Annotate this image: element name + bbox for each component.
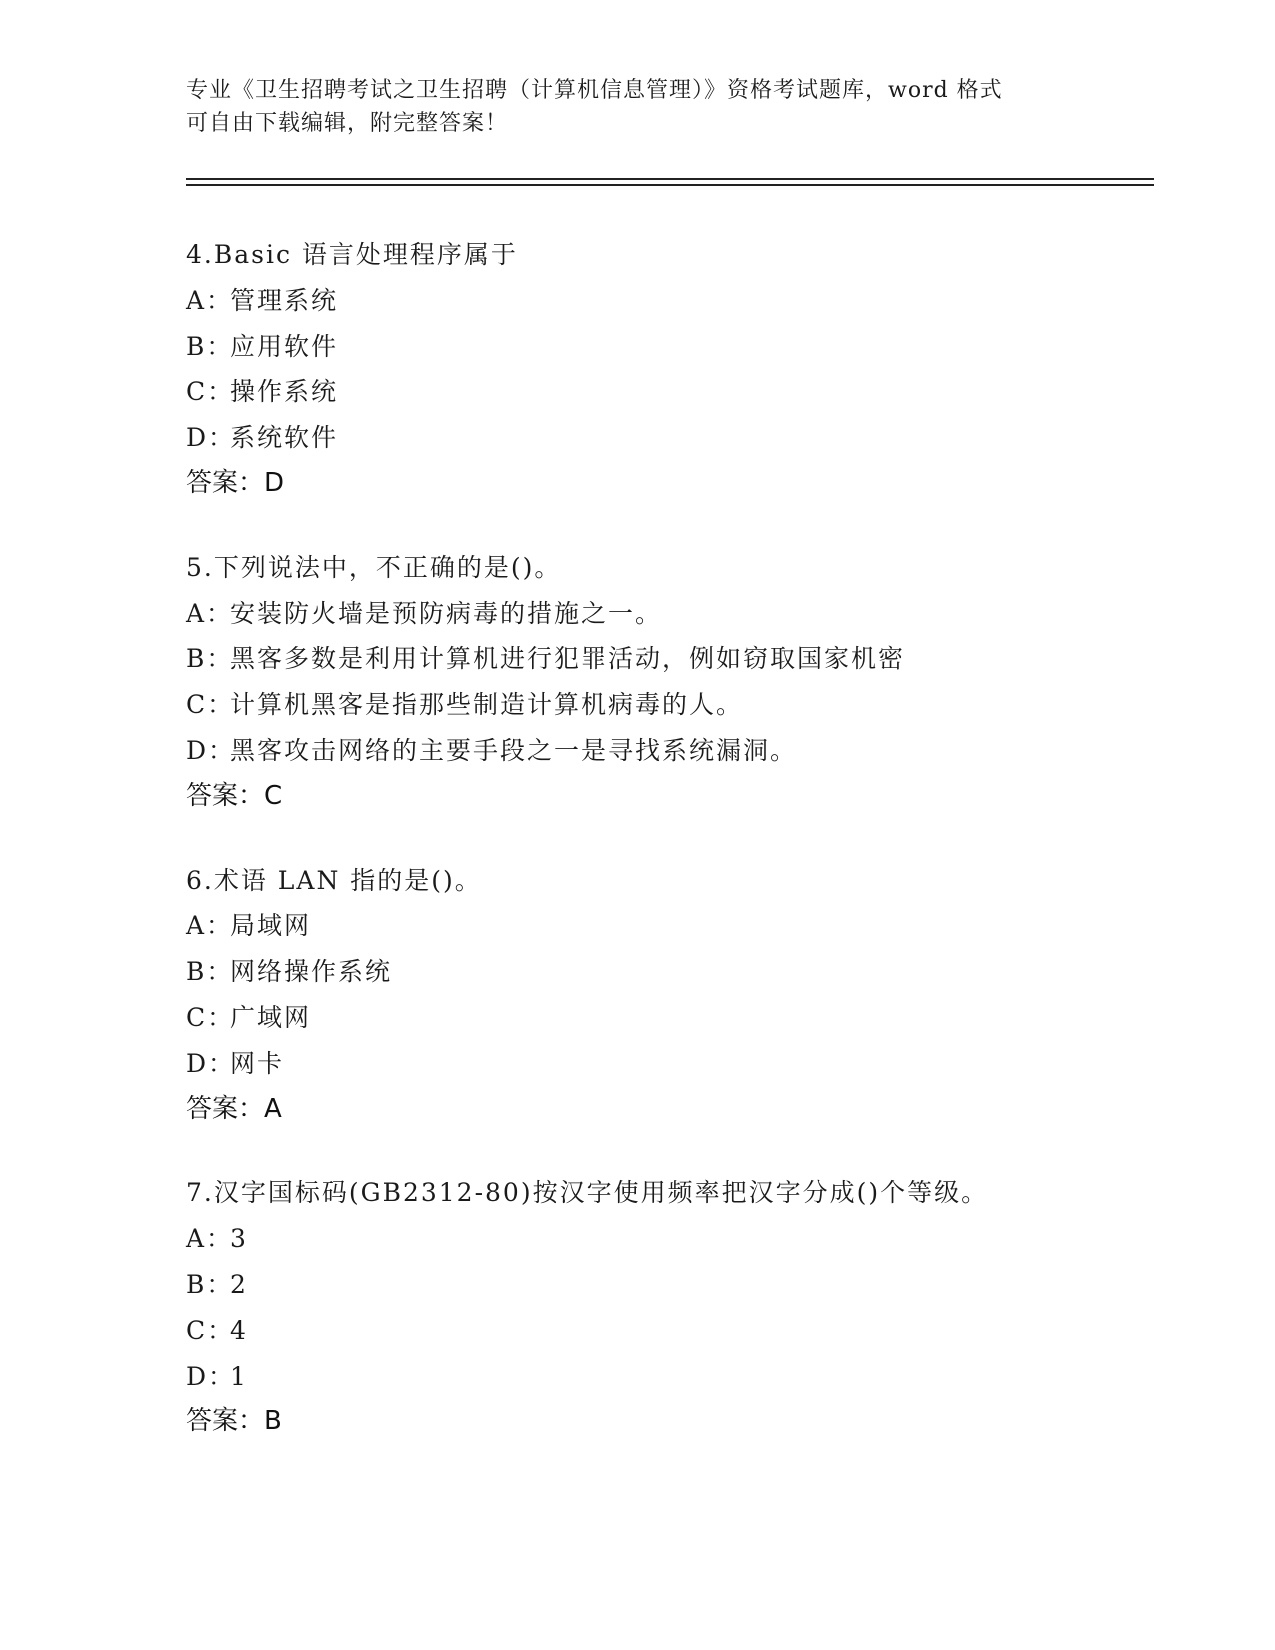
option-text: 网络操作系统 bbox=[230, 957, 393, 987]
question-5 bbox=[186, 545, 1186, 820]
option-b bbox=[186, 949, 1186, 995]
answer-line: 答案：D bbox=[186, 467, 285, 498]
option-text: 2 bbox=[230, 1269, 248, 1299]
question-stem: 4.Basic 语言处理程序属于 bbox=[186, 240, 518, 269]
document-header bbox=[186, 74, 1086, 140]
option-b bbox=[186, 636, 1186, 682]
option-key: B： bbox=[186, 331, 234, 361]
option-text: 4 bbox=[230, 1315, 248, 1345]
option-key: C： bbox=[186, 377, 235, 407]
option-key: A： bbox=[186, 598, 234, 628]
option-key: D： bbox=[186, 735, 236, 765]
option-key: A： bbox=[186, 1224, 234, 1254]
answer-line: 答案：C bbox=[186, 780, 283, 811]
option-b bbox=[186, 1262, 1186, 1308]
option-text: 1 bbox=[230, 1361, 248, 1391]
option-text: 3 bbox=[230, 1224, 248, 1254]
option-key: C： bbox=[186, 690, 235, 720]
question-7 bbox=[186, 1170, 1186, 1445]
option-a bbox=[186, 278, 1186, 324]
option-key: D： bbox=[186, 1048, 236, 1078]
option-c bbox=[186, 369, 1186, 415]
option-text: 安装防火墙是预防病毒的措施之一。 bbox=[230, 598, 663, 628]
option-key: B： bbox=[186, 1269, 234, 1299]
option-text: 网卡 bbox=[230, 1048, 285, 1078]
option-key: D： bbox=[186, 423, 236, 453]
option-text: 应用软件 bbox=[230, 331, 339, 361]
option-text: 系统软件 bbox=[230, 423, 339, 453]
question-4 bbox=[186, 232, 1186, 507]
answer-line: 答案：A bbox=[186, 1093, 282, 1124]
option-key: B： bbox=[186, 644, 234, 674]
question-stem: 7.汉字国标码(GB2312-80)按汉字使用频率把汉字分成()个等级。 bbox=[186, 1178, 989, 1208]
option-key: C： bbox=[186, 1315, 235, 1345]
option-key: C： bbox=[186, 1002, 235, 1032]
option-text: 计算机黑客是指那些制造计算机病毒的人。 bbox=[230, 690, 744, 720]
option-text: 操作系统 bbox=[230, 377, 339, 407]
option-d bbox=[186, 1354, 1186, 1400]
question-list bbox=[186, 232, 1186, 1483]
option-text: 管理系统 bbox=[230, 285, 339, 315]
option-a bbox=[186, 903, 1186, 949]
option-c bbox=[186, 995, 1186, 1041]
option-a bbox=[186, 591, 1186, 637]
option-b bbox=[186, 324, 1186, 370]
option-a bbox=[186, 1216, 1186, 1262]
option-d bbox=[186, 728, 1186, 774]
option-c bbox=[186, 1308, 1186, 1354]
header-divider-bottom bbox=[186, 184, 1154, 186]
option-text: 广域网 bbox=[230, 1002, 312, 1032]
answer-line: 答案：B bbox=[186, 1406, 282, 1437]
question-6 bbox=[186, 858, 1186, 1133]
option-key: A： bbox=[186, 285, 234, 315]
header-divider-top bbox=[186, 178, 1154, 180]
question-stem: 5.下列说法中，不正确的是()。 bbox=[186, 552, 562, 582]
option-key: A： bbox=[186, 911, 234, 941]
option-d bbox=[186, 1041, 1186, 1087]
question-stem: 6.术语 LAN 指的是()。 bbox=[186, 865, 482, 895]
option-c bbox=[186, 682, 1186, 728]
header-line-2: 可自由下载编辑，附完整答案！ bbox=[186, 111, 509, 136]
option-text: 局域网 bbox=[230, 911, 312, 941]
option-text: 黑客多数是利用计算机进行犯罪活动，例如窃取国家机密 bbox=[230, 644, 906, 674]
header-line-1: 专业《卫生招聘考试之卫生招聘（计算机信息管理）》资格考试题库，word 格式 bbox=[186, 78, 1003, 103]
option-key: D： bbox=[186, 1361, 236, 1391]
option-key: B： bbox=[186, 957, 234, 987]
option-text: 黑客攻击网络的主要手段之一是寻找系统漏洞。 bbox=[230, 735, 798, 765]
option-d bbox=[186, 415, 1186, 461]
